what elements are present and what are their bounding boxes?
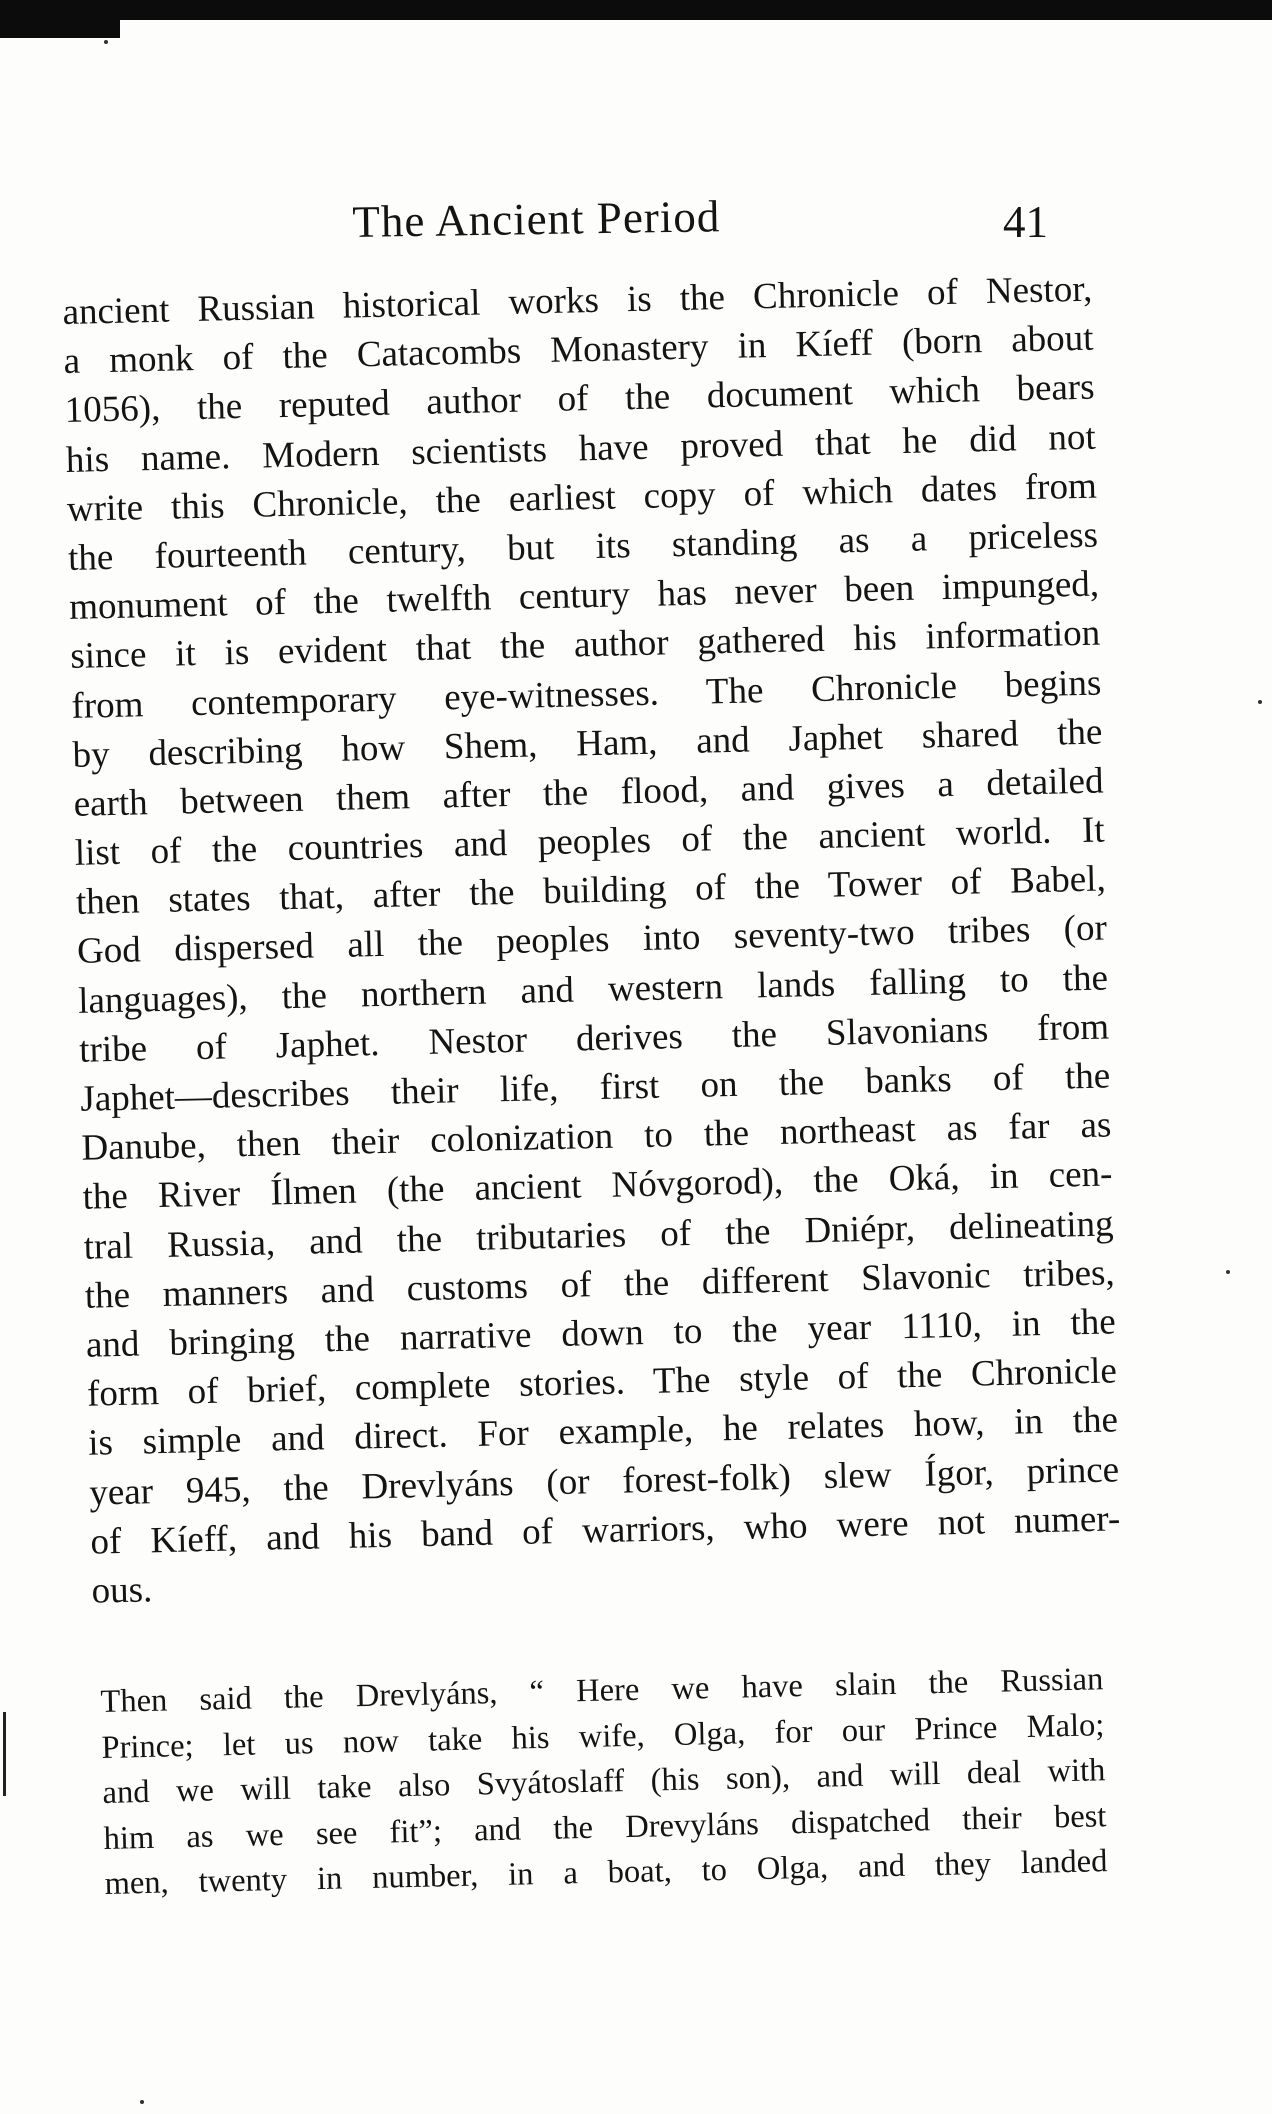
body-line: ous. bbox=[91, 1569, 153, 1612]
top-scan-border-notch bbox=[0, 20, 120, 38]
scan-speck bbox=[140, 2100, 144, 2104]
body-line: 1056), the reputed author of the document which bears bbox=[64, 366, 1095, 432]
body-line: tral Russia, and the tributaries of the Dniépr, delineating bbox=[83, 1202, 1114, 1268]
body-line: God dispersed all the peoples into seventy-two tribes (or bbox=[76, 907, 1108, 973]
body-line: the River Ílmen (the ancient Nóvgorod), the Oká, in cen- bbox=[82, 1153, 1113, 1219]
scan-speck bbox=[1258, 700, 1262, 704]
quote-line: men, twenty in number, in a boat, to Olga, and they landed bbox=[104, 1843, 1108, 1902]
body-line: year 945, the Drevlyáns (or forest-folk) slew Ígor, prince bbox=[88, 1448, 1120, 1514]
body-line: form of brief, complete stories. The style of the Chronicle bbox=[86, 1350, 1118, 1415]
margin-mark bbox=[3, 1712, 6, 1796]
body-line: and bringing the narrative down to the year 1110, in the bbox=[85, 1301, 1117, 1366]
body-line: Japhet—describes their life, first on the banks of the bbox=[79, 1055, 1111, 1120]
scan-speck bbox=[104, 40, 108, 44]
body-line: of Kíeff, and his band of warriors, who were not numer- bbox=[89, 1498, 1121, 1563]
quote-line: him as we see fit”; and the Drevyláns dispatched their best bbox=[103, 1797, 1107, 1857]
body-paragraph bbox=[62, 265, 1122, 1616]
body-line: his name. Modern scientists have proved that he did not bbox=[65, 416, 1097, 481]
page-number: 41 bbox=[1003, 197, 1048, 247]
body-line: from contemporary eye-witnesses. The Chronicle begins bbox=[71, 662, 1102, 727]
body-line: a monk of the Catacombs Monastery in Kíeff (born about bbox=[63, 317, 1094, 383]
body-line: ancient Russian historical works is the Chronicle of Nestor, bbox=[62, 268, 1093, 333]
body-line: is simple and direct. For example, he relates how, in the bbox=[87, 1399, 1119, 1465]
quote-line: Then said the Drevlyáns, “ Here we have slain the Russian bbox=[100, 1661, 1104, 1720]
body-line: write this Chronicle, the earliest copy of which dates from bbox=[66, 465, 1098, 530]
quote-line: and we will take also Svyátoslaff (his son), and will deal with bbox=[102, 1752, 1106, 1811]
quoted-passage bbox=[100, 1657, 1108, 1907]
body-line: earth between them after the flood, and gives a detailed bbox=[73, 760, 1104, 825]
scan-speck bbox=[1226, 1270, 1230, 1274]
body-line: tribe of Japhet. Nestor derives the Slavonians from bbox=[78, 1006, 1110, 1071]
body-line: the manners and customs of the different Slavonic tribes, bbox=[84, 1252, 1116, 1317]
body-line: Danube, then their colonization to the northeast as far as bbox=[81, 1104, 1112, 1169]
quote-line: Prince; let us now take his wife, Olga, for our Prince Malo; bbox=[101, 1706, 1105, 1766]
top-scan-border bbox=[0, 0, 1272, 20]
body-line: since it is evident that the author gathered his information bbox=[69, 612, 1101, 678]
running-head: The Ancient Period bbox=[352, 191, 721, 247]
body-line: the fourteenth century, but its standing as a priceless bbox=[67, 514, 1099, 579]
body-line: monument of the twelfth century has never been impunged, bbox=[68, 563, 1100, 629]
body-line: languages), the northern and western lands falling to the bbox=[77, 957, 1109, 1022]
body-line: by describing how Shem, Ham, and Japhet shared the bbox=[72, 711, 1103, 776]
body-line: then states that, after the building of the Tower of Babel, bbox=[75, 858, 1107, 924]
body-line: list of the countries and peoples of the ancient world. It bbox=[74, 809, 1106, 874]
